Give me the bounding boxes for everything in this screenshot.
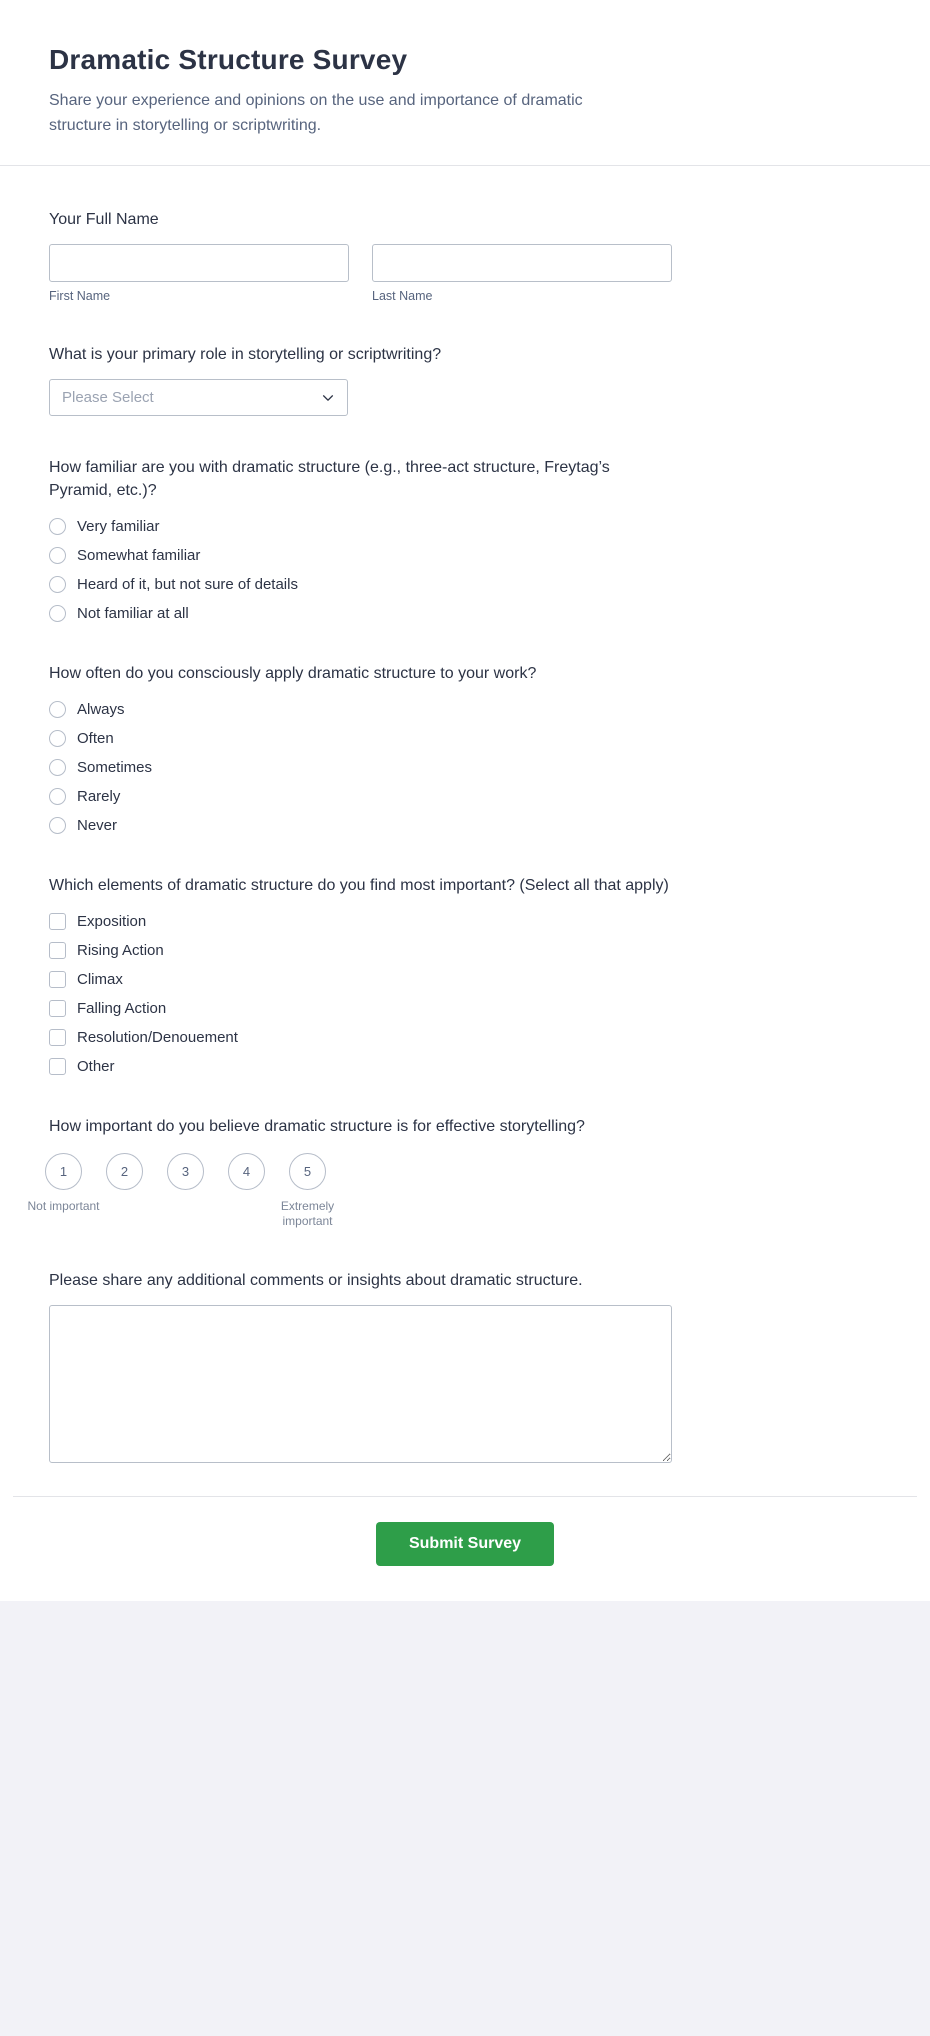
checkbox-option[interactable]	[49, 971, 673, 988]
scale-option-2[interactable]: 2	[106, 1153, 143, 1190]
scale-option-4[interactable]: 4	[228, 1153, 265, 1190]
scale-option-1[interactable]: 1	[45, 1153, 82, 1190]
radio-option-label: Heard of it, but not sure of details	[77, 576, 298, 593]
scale-min-label: Not important	[27, 1199, 100, 1213]
radio-option-label: Somewhat familiar	[77, 547, 201, 564]
radio-button-icon[interactable]	[49, 788, 66, 805]
radio-option[interactable]	[49, 759, 673, 776]
form-header	[0, 0, 930, 165]
checkbox-option[interactable]	[49, 1029, 673, 1046]
comments-textarea[interactable]	[49, 1305, 672, 1463]
question-label: Please share any additional comments or insights about dramatic structure.	[49, 1272, 583, 1289]
radio-button-icon[interactable]	[49, 759, 66, 776]
radio-option-label: Never	[77, 817, 118, 834]
radio-option[interactable]	[49, 518, 673, 535]
checkbox-icon[interactable]	[49, 971, 66, 988]
scale-option	[106, 1153, 143, 1229]
submit-row	[0, 1497, 930, 1566]
last-name-input[interactable]	[372, 244, 672, 282]
radio-button-icon[interactable]	[49, 730, 66, 747]
scale-option	[280, 1153, 335, 1229]
first-name-col	[49, 244, 349, 303]
checkbox-option[interactable]	[49, 1058, 673, 1075]
radio-option[interactable]	[49, 701, 673, 718]
importance-scale	[27, 1153, 673, 1229]
checkbox-option-label: Climax	[77, 971, 123, 988]
scale-option	[167, 1153, 204, 1229]
question-label: What is your primary role in storytelling or scriptwriting?	[49, 346, 442, 363]
radio-button-icon[interactable]	[49, 518, 66, 535]
form-subtitle: Share your experience and opinions on the use and importance of dramatic structure in storytelling or scriptwriting.	[49, 92, 583, 134]
scale-option-3[interactable]: 3	[167, 1153, 204, 1190]
radio-button-icon[interactable]	[49, 605, 66, 622]
checkbox-icon[interactable]	[49, 942, 66, 959]
checkbox-option[interactable]	[49, 1000, 673, 1017]
radio-option-label: Sometimes	[77, 759, 153, 776]
chevron-down-icon	[321, 391, 335, 405]
question-familiarity	[49, 456, 673, 622]
question-role	[49, 343, 673, 416]
elements-options	[49, 913, 673, 1075]
question-full-name	[49, 208, 673, 303]
first-name-sublabel: First Name	[49, 289, 111, 303]
radio-option-label: Always	[77, 701, 125, 718]
checkbox-option[interactable]	[49, 913, 673, 930]
radio-option[interactable]	[49, 730, 673, 747]
role-select[interactable]	[49, 379, 348, 416]
role-select-value: Please Select	[62, 389, 154, 406]
last-name-sublabel: Last Name	[372, 289, 433, 303]
scale-option	[27, 1153, 100, 1229]
checkbox-option-label: Falling Action	[77, 1000, 167, 1017]
radio-button-icon[interactable]	[49, 701, 66, 718]
scale-option-5[interactable]: 5	[289, 1153, 326, 1190]
form-body	[0, 166, 930, 1468]
radio-button-icon[interactable]	[49, 817, 66, 834]
checkbox-icon[interactable]	[49, 1029, 66, 1046]
question-frequency	[49, 662, 673, 834]
question-label: Which elements of dramatic structure do you find most important? (Select all that apply)	[49, 877, 669, 894]
radio-button-icon[interactable]	[49, 576, 66, 593]
checkbox-icon[interactable]	[49, 1058, 66, 1075]
radio-option[interactable]	[49, 788, 673, 805]
question-comments	[49, 1269, 673, 1468]
checkbox-option[interactable]	[49, 942, 673, 959]
name-row	[49, 244, 673, 303]
frequency-options	[49, 701, 673, 834]
checkbox-option-label: Rising Action	[77, 942, 164, 959]
checkbox-option-label: Other	[77, 1058, 115, 1075]
checkbox-icon[interactable]	[49, 913, 66, 930]
scale-option	[228, 1153, 265, 1229]
scale-max-label: Extremely important	[280, 1199, 335, 1228]
checkbox-option-label: Resolution/Denouement	[77, 1029, 238, 1046]
last-name-col	[372, 244, 672, 303]
question-importance	[27, 1115, 673, 1229]
question-label: How familiar are you with dramatic structure (e.g., three-act structure, Freytag’s Pyramid, etc.)?	[49, 459, 610, 499]
submit-button[interactable]: Submit Survey	[376, 1522, 554, 1566]
first-name-input[interactable]	[49, 244, 349, 282]
question-label: How often do you consciously apply dramatic structure to your work?	[49, 665, 537, 682]
question-label: How important do you believe dramatic structure is for effective storytelling?	[49, 1118, 585, 1135]
question-label: Your Full Name	[49, 211, 159, 228]
checkbox-icon[interactable]	[49, 1000, 66, 1017]
radio-option-label: Often	[77, 730, 114, 747]
radio-option[interactable]	[49, 605, 673, 622]
radio-option-label: Not familiar at all	[77, 605, 189, 622]
radio-option[interactable]	[49, 576, 673, 593]
radio-button-icon[interactable]	[49, 547, 66, 564]
checkbox-option-label: Exposition	[77, 913, 147, 930]
radio-option[interactable]	[49, 547, 673, 564]
radio-option-label: Rarely	[77, 788, 121, 805]
radio-option-label: Very familiar	[77, 518, 160, 535]
familiarity-options	[49, 518, 673, 622]
question-elements	[49, 874, 673, 1075]
form-title: Dramatic Structure Survey	[49, 44, 408, 75]
radio-option[interactable]	[49, 817, 673, 834]
